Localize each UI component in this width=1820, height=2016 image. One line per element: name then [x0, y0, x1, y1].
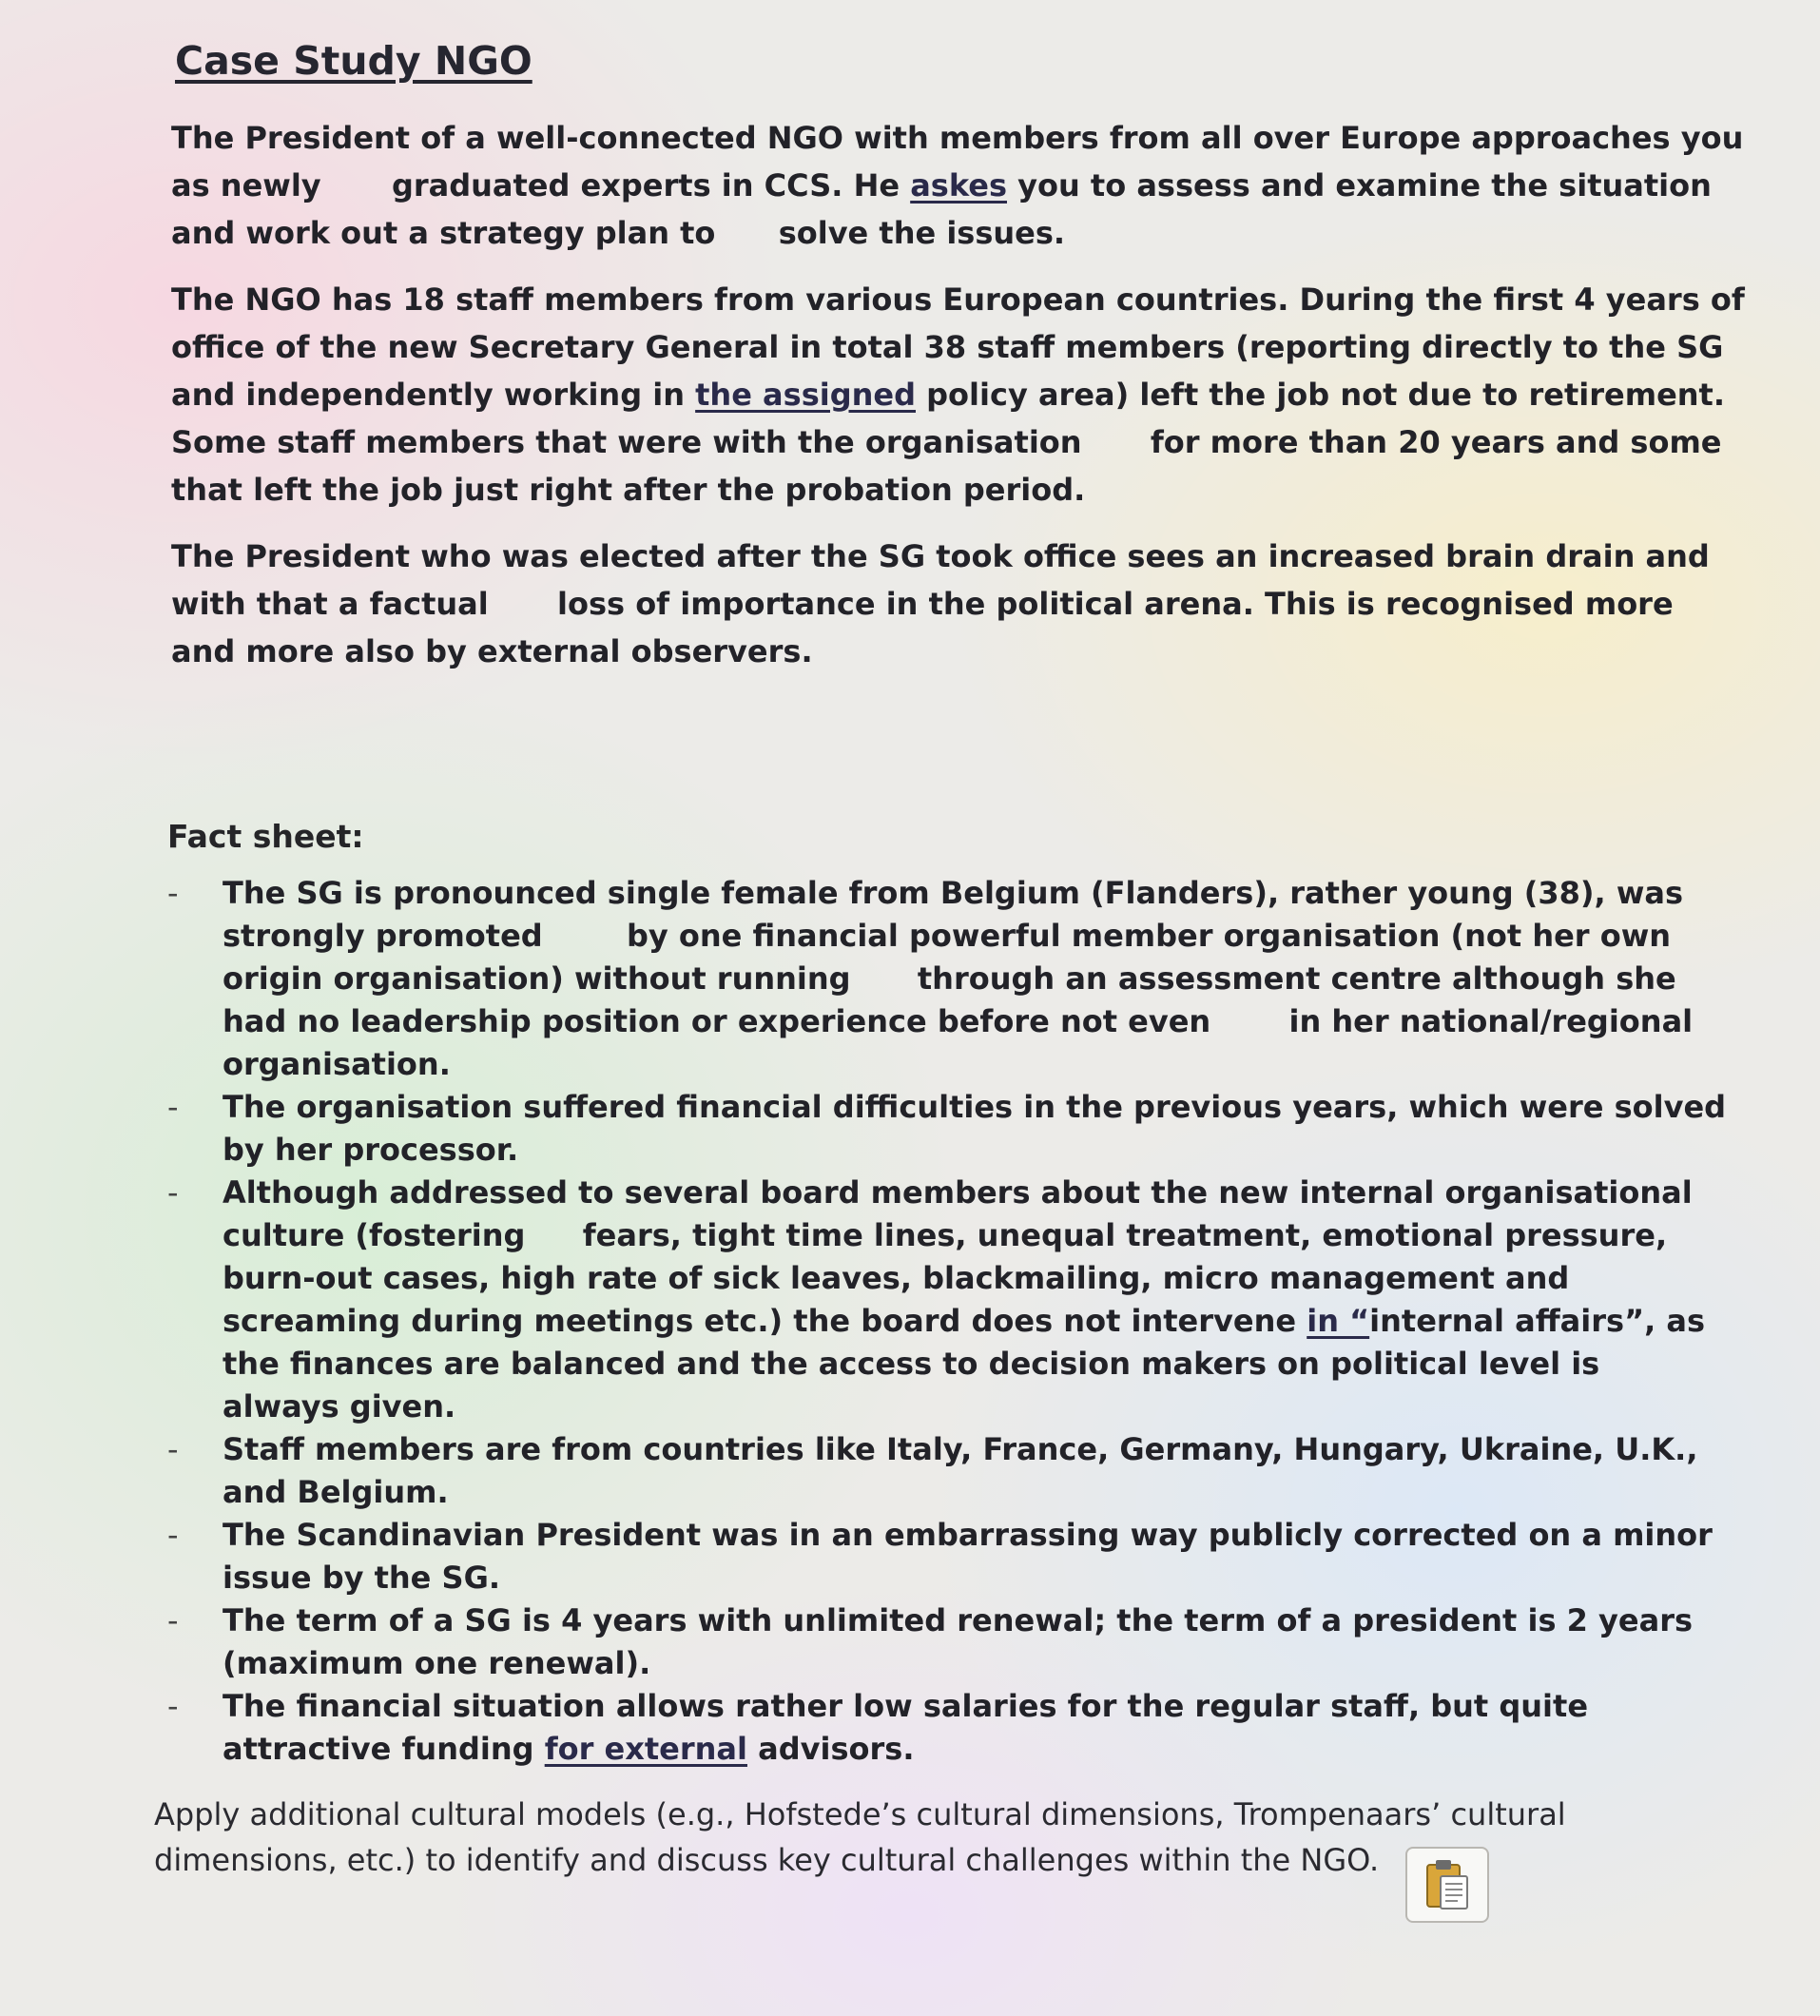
bullet-dash: -: [167, 1602, 179, 1638]
fact-3-c: internal affairs”, as the finances are balanced and the access to decision makers on political level is: [223, 1303, 1706, 1382]
intro-p2-text-a: The NGO has 18 staff members from various European countries. During the first 4 years of office of the new Secretary General in total 38 staff members (reporting directly to the SG and independently working in: [171, 281, 1745, 413]
fact-7-b: advisors.: [758, 1731, 915, 1767]
fact-7-a: The financial situation allows rather low salaries for the regular staff, but quite attractive funding: [223, 1688, 1589, 1767]
fact-4-a: Staff members are from countries like Italy, France, Germany, Hungary, Ukraine, U.K., and Belgium.: [223, 1431, 1698, 1510]
bullet-dash: -: [167, 1517, 179, 1553]
fact-3-b: fears, tight time lines, unequal treatment, emotional pressure, burn-out cases, high rate of sick leaves, blackmailing, micro management and screaming during meetings etc.) the board does not intervene: [223, 1217, 1668, 1339]
bullet-dash: -: [167, 1431, 179, 1467]
intro-paragraph-1: [171, 114, 1746, 257]
fact-7-underlined: for external: [544, 1731, 747, 1767]
closing-instruction: Apply additional cultural models (e.g., Hofstede’s cultural dimensions, Trompenaars’ cultural dimensions, etc.) to identify and discuss key cultural challenges within the NGO.: [154, 1796, 1566, 1878]
intro-p1-text-c: you to assess and examine the situation and work out a strategy plan to: [171, 167, 1712, 251]
fact-item-6: [167, 1599, 1746, 1685]
fact-5-a: The Scandinavian President was in an embarrassing way publicly corrected on a minor issue by the SG.: [223, 1517, 1713, 1596]
document-title: Case Study NGO: [175, 38, 532, 84]
intro-p2-text-b: policy area) left the job not due to retirement. Some staff members that were with the organisation: [171, 377, 1725, 460]
fact-sheet-list: [167, 872, 1746, 1771]
fact-2-a: The organisation suffered financial difficulties in the previous years, which were solved by her processor.: [223, 1089, 1727, 1168]
document-page: [154, 38, 1746, 1883]
clipboard-icon: [1422, 1857, 1473, 1912]
fact-item-4: [167, 1428, 1746, 1514]
intro-p2-text-c: for more than 20 years and some that left the job just right after the probation period.: [171, 424, 1722, 508]
fact-item-1: [167, 872, 1746, 1086]
fact-6-a: The term of a SG is 4 years with unlimited renewal; the term of a president is 2 years (maximum one renewal).: [223, 1602, 1694, 1681]
intro-p3-text-a: The President who was elected after the SG took office sees an increased brain drain and with that a factual: [171, 538, 1710, 622]
bullet-dash: -: [167, 1089, 179, 1125]
paste-options-button[interactable]: [1405, 1847, 1489, 1923]
fact-sheet-heading: Fact sheet:: [167, 818, 364, 855]
fact-item-3: [167, 1172, 1746, 1428]
intro-p2-underlined: the assigned: [695, 377, 916, 413]
intro-p3-text-b: loss of importance in the political arena. This is recognised more and more also by external observers.: [171, 586, 1674, 669]
intro-paragraph-2: [171, 276, 1746, 514]
fact-3-d: always given.: [223, 1388, 456, 1425]
bullet-dash: -: [167, 875, 179, 911]
intro-p1-text-a: The President of a well-connected NGO with members from all over Europe approaches you as newly: [171, 120, 1744, 204]
fact-1-a: The SG is pronounced single female from Belgium (Flanders), rather young (38), was strongly promoted: [223, 875, 1684, 954]
fact-1-c: through an assessment centre although she had no leadership position or experience before not even: [223, 960, 1676, 1039]
intro-paragraph-3: [171, 533, 1746, 675]
intro-p1-text-b: graduated experts in CCS. He: [391, 167, 900, 204]
fact-item-5: [167, 1514, 1746, 1599]
bullet-dash: -: [167, 1174, 179, 1211]
bullet-dash: -: [167, 1688, 179, 1724]
fact-1-b: by one financial powerful member organisation (not her own origin organisation) without running: [223, 918, 1672, 997]
fact-3-underlined: in “: [1307, 1303, 1370, 1339]
intro-p1-underlined: askes: [910, 167, 1007, 204]
fact-1-d: in her national/regional organisation.: [223, 1003, 1694, 1082]
fact-3-a: Although addressed to several board members about the new internal organisational culture (fostering: [223, 1174, 1693, 1253]
fact-item-7: [167, 1685, 1746, 1771]
intro-p1-text-d: solve the issues.: [778, 215, 1066, 251]
fact-item-2: [167, 1086, 1746, 1172]
